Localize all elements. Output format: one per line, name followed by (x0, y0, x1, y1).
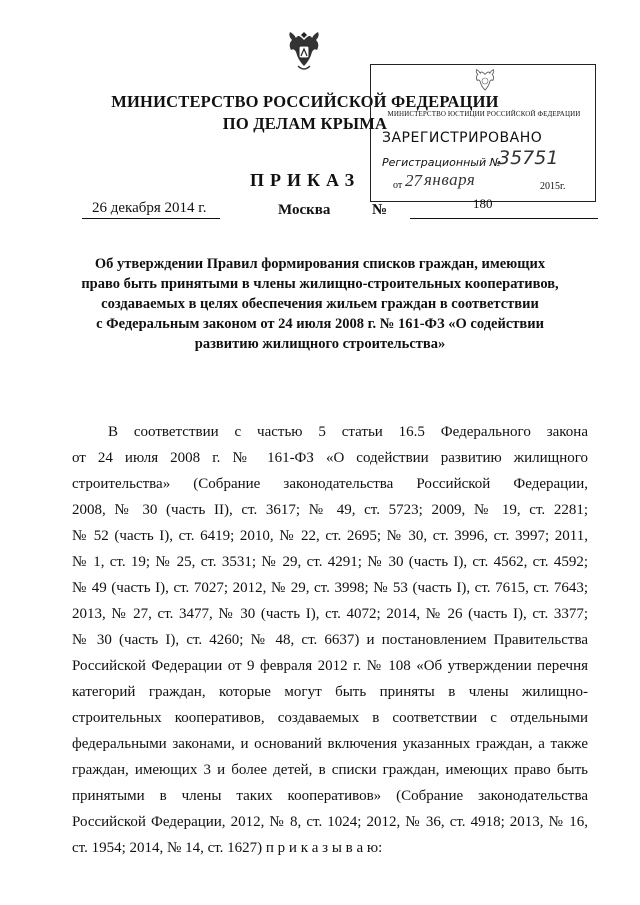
stamp-date-month: января (424, 170, 476, 189)
title-line: право быть принятыми в члены жилищно-строительных кооперативов, (81, 276, 559, 292)
stamp-ministry-name: МИНИСТЕРСТВО ЮСТИЦИИ РОССИЙСКОЙ ФЕДЕРАЦИИ (387, 110, 581, 118)
stamp-emblem-icon (472, 66, 498, 96)
body-line: категорий граждан, которые могут быть приняты в члены жилищно- (72, 684, 588, 700)
document-number: 180 (473, 196, 493, 211)
body-line: № 30 (часть I), ст. 4260; № 48, ст. 6637) и постановлением Правительства (72, 632, 588, 648)
stamp-regno-label: Регистрационный № (382, 156, 502, 169)
body-line: от 24 июля 2008 г. № 161-ФЗ «О содействии развитию жилищного (72, 450, 588, 466)
ministry-name-line-2: ПО ДЕЛАМ КРЫМА (222, 114, 388, 133)
title-line: Об утверждении Правил формирования списков граждан, имеющих (94, 256, 546, 272)
title-line: развитию жилищного строительства» (194, 336, 446, 352)
document-type-heading: ПРИКАЗ (250, 170, 361, 190)
body-line: федеральными законами, и оснований включения указанных граждан, а также (72, 736, 588, 752)
ministry-name-line-1: МИНИСТЕРСТВО РОССИЙСКОЙ ФЕДЕРАЦИИ (111, 92, 499, 111)
body-line: строительных кооперативов, создаваемых в соответствии с отдельными (72, 710, 588, 726)
body-line: принятыми в члены таких кооперативов» (Собрание законодательства (72, 788, 588, 804)
body-line: Российской Федерации от 9 февраля 2012 г. № 108 «Об утверждении перечня (72, 658, 588, 674)
stamp-regno-value: 35751 (498, 147, 559, 169)
body-line: граждан, имеющих 3 и более детей, в списки граждан, имеющих право быть (72, 762, 588, 778)
body-line: № 49 (часть I), ст. 7027; 2012, № 29, ст. 3998; № 53 (часть I), ст. 7615, ст. 7643; (72, 580, 588, 596)
body-line: ст. 1954; 2014, № 14, ст. 1627) п р и к а з ы в а ю: (72, 840, 383, 856)
body-line: № 1, ст. 19; № 25, ст. 3531; № 29, ст. 4291; № 30 (часть I), ст. 4562, ст. 4592; (72, 554, 588, 570)
stamp-status: ЗАРЕГИСТРИРОВАНО (382, 130, 543, 146)
stamp-date-year: 2015г. (540, 181, 566, 192)
title-line: с Федеральным законом от 24 июля 2008 г. № 161-ФЗ «О содействии (96, 316, 544, 332)
body-line: Российской Федерации, 2012, № 8, ст. 1024; 2012, № 36, ст. 4918; 2013, № 16, (72, 814, 588, 830)
date-underline (82, 218, 220, 219)
body-line: строительства» (Собрание законодательства Российской Федерации, (72, 476, 588, 492)
document-date: 26 декабря 2014 г. (92, 200, 207, 216)
body-line: 2013, № 27, ст. 3477, № 30 (часть I), ст. 4072; 2014, № 26 (часть I), ст. 3377; (72, 606, 588, 622)
body-line: № 52 (часть I), ст. 6419; 2010, № 22, ст. 2695; № 30, ст. 3996, ст. 3997; 2011, (72, 528, 588, 544)
body-line: В соответствии с частью 5 статьи 16.5 Федерального закона (108, 424, 588, 440)
stamp-date-day: 27 (405, 171, 422, 190)
title-line: создаваемых в целях обеспечения жильем граждан в соответствии (101, 296, 539, 312)
number-underline (410, 218, 598, 219)
body-line: 2008, № 30 (часть II), ст. 3617; № 49, ст. 5723; 2009, № 19, ст. 2281; (72, 502, 588, 518)
number-sign: № (372, 202, 388, 218)
document-city: Москва (278, 202, 331, 218)
stamp-date-prefix: от (393, 180, 403, 191)
coat-of-arms-emblem (284, 26, 324, 76)
